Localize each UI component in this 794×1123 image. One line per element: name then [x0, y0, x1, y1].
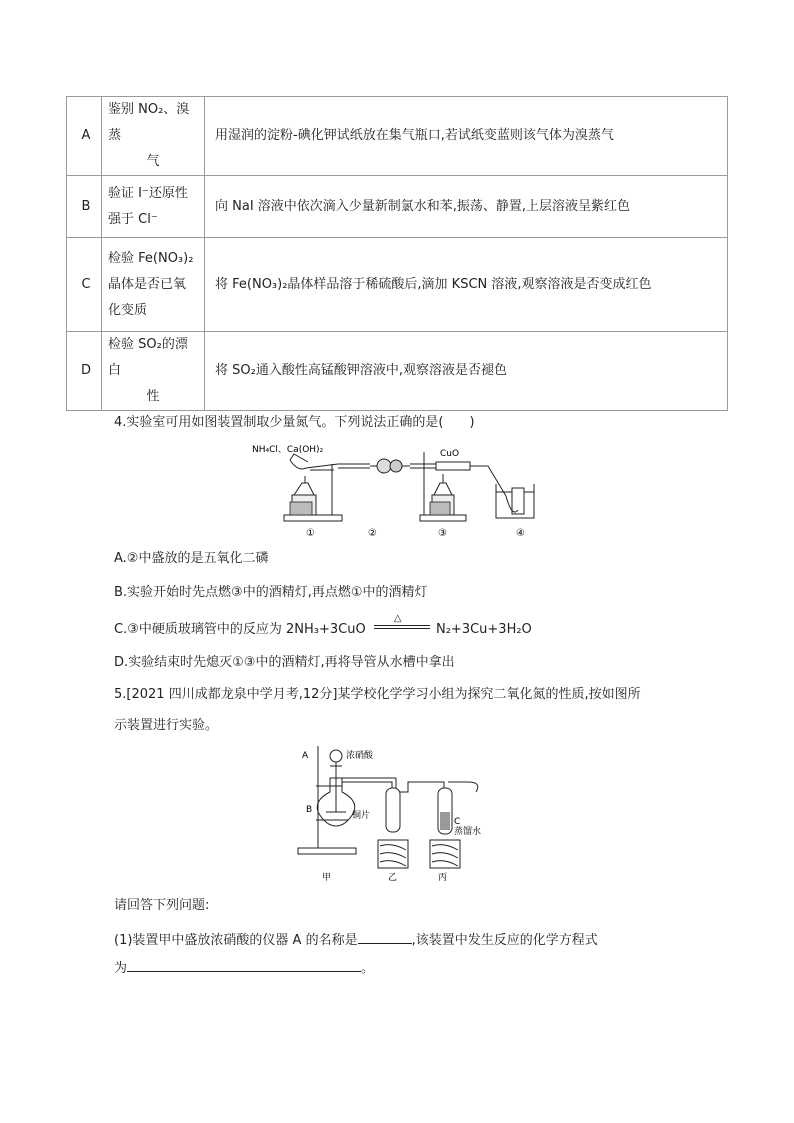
- q5-ask: 请回答下列问题:: [114, 898, 210, 913]
- label-acid: 浓硝酸: [346, 751, 374, 761]
- table-row: [67, 97, 728, 176]
- q5-stem-line2: 示装置进行实验。: [114, 718, 219, 733]
- answer-blank: [127, 957, 361, 972]
- table-row: [67, 332, 728, 411]
- num-1: ①: [306, 528, 315, 539]
- label-cuo: CuO: [440, 449, 460, 459]
- label-yi: 乙: [388, 873, 398, 882]
- q4-apparatus-figure: [250, 440, 540, 542]
- label-b: B: [306, 805, 313, 815]
- row-method: 将 SO₂通入酸性高锰酸钾溶液中,观察溶液是否褪色: [205, 332, 728, 411]
- label-reagent: NH₄Cl、Ca(OH)₂: [252, 445, 324, 455]
- answer-blank: [358, 929, 412, 944]
- row-purpose: 鉴别 NO₂、溴蒸 气: [102, 97, 205, 176]
- q5-stem-line1: 5.[2021 四川成都龙泉中学月考,12分]某学校化学学习小组为探究二氧化氮的性质,按如图所: [114, 687, 641, 702]
- row-method: 用湿润的淀粉-碘化钾试纸放在集气瓶口,若试纸变蓝则该气体为溴蒸气: [205, 97, 728, 176]
- row-label: D: [67, 332, 102, 411]
- q5-part1-line2: 为 。: [114, 957, 374, 979]
- row-label: C: [67, 238, 102, 332]
- row-label: A: [67, 97, 102, 176]
- q5-apparatus-figure: [296, 742, 496, 882]
- row-purpose: 验证 I⁻还原性 强于 Cl⁻: [102, 176, 205, 238]
- label-a: A: [302, 751, 309, 761]
- row-purpose: 检验 SO₂的漂白 性: [102, 332, 205, 411]
- q4-option-d: D.实验结束时先熄灭①③中的酒精灯,再将导管从水槽中拿出: [114, 655, 455, 670]
- reaction-arrow: [370, 613, 432, 633]
- heat-symbol: △: [393, 613, 402, 624]
- table-row: [67, 176, 728, 238]
- label-jia: 甲: [322, 873, 332, 882]
- num-4: ④: [516, 528, 525, 539]
- num-2: ②: [368, 528, 377, 539]
- num-3: ③: [438, 528, 447, 539]
- row-method: 将 Fe(NO₃)₂晶体样品溶于稀硫酸后,滴加 KSCN 溶液,观察溶液是否变成红色: [205, 238, 728, 332]
- label-water: 蒸馏水: [454, 827, 482, 837]
- q4-stem: 4.实验室可用如图装置制取少量氮气。下列说法正确的是( ): [114, 415, 475, 430]
- label-cu: 铜片: [352, 811, 371, 821]
- q5-part1-line1: (1)装置甲中盛放浓硝酸的仪器 A 的名称是 ,该装置中发生反应的化学方程式: [114, 929, 598, 951]
- table-row: [67, 238, 728, 332]
- q4-option-b: B.实验开始时先点燃③中的酒精灯,再点燃①中的酒精灯: [114, 585, 428, 600]
- q4-option-c: C.③中硬质玻璃管中的反应为 2NH₃+3CuO △ N₂+3Cu+3H₂O: [114, 619, 532, 640]
- q4-option-a: A.②中盛放的是五氧化二磷: [114, 551, 269, 566]
- options-table: [66, 96, 728, 411]
- row-label: B: [67, 176, 102, 238]
- row-purpose: 检验 Fe(NO₃)₂ 晶体是否已氧 化变质: [102, 238, 205, 332]
- label-bing: 丙: [438, 873, 448, 882]
- row-method: 向 NaI 溶液中依次滴入少量新制氯水和苯,振荡、静置,上层溶液呈紫红色: [205, 176, 728, 238]
- label-c: C: [454, 817, 461, 827]
